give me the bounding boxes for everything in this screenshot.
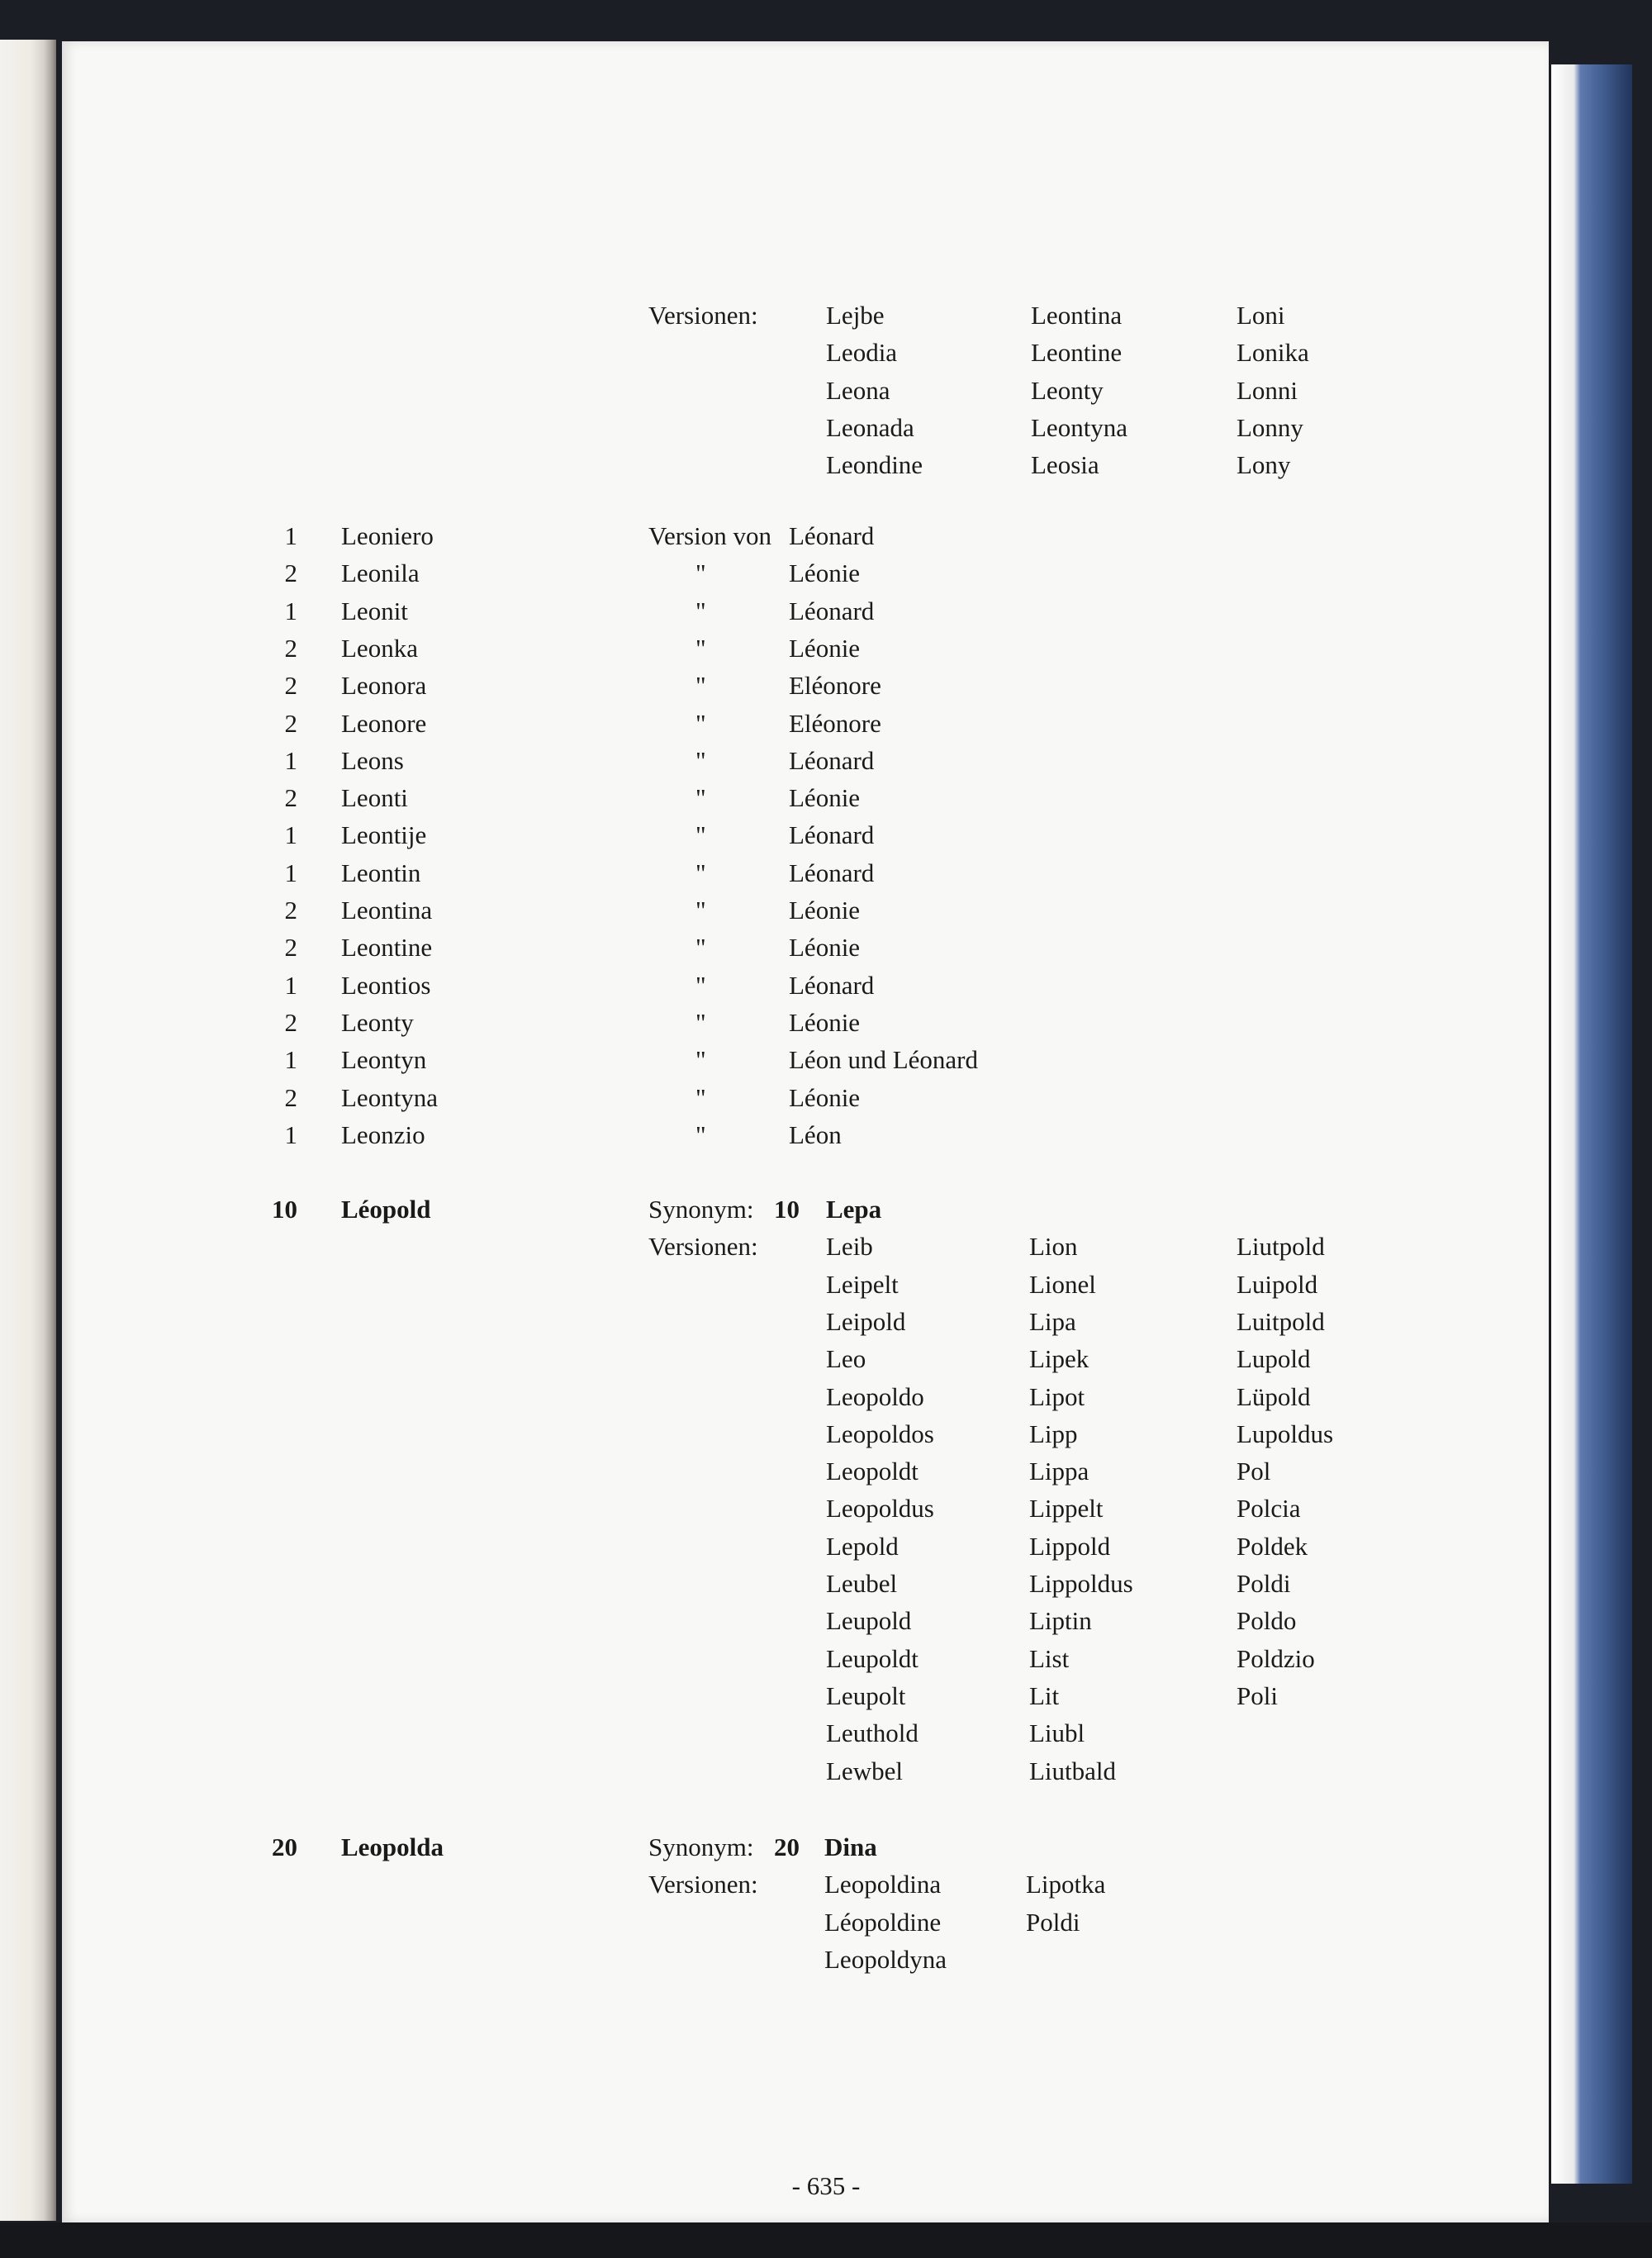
version-name: Lionel [1029, 1270, 1096, 1299]
ditto-mark: " [695, 1083, 706, 1112]
version-name: Poldo [1237, 1606, 1297, 1635]
ditto-mark: " [695, 783, 706, 812]
reference-name: Léonard [789, 597, 875, 625]
entry-number: 1 [284, 1045, 297, 1074]
entry-number: 20 [272, 1833, 297, 1861]
version-name: Leupoldt [826, 1644, 919, 1673]
version-name: Leondine [826, 450, 923, 479]
entry-number: 1 [284, 746, 297, 775]
version-name: Lejbe [826, 301, 885, 330]
synonym-label: Synonym: [648, 1195, 754, 1224]
version-name: Lonny [1237, 413, 1303, 442]
entry-number: 1 [284, 820, 297, 849]
versions-label: Versionen: [648, 1232, 758, 1261]
reference-name: Léonard [789, 858, 875, 887]
version-name: Lipp [1029, 1419, 1078, 1448]
version-name: Leodia [826, 338, 898, 367]
entry-number: 2 [284, 783, 297, 812]
background-strip [0, 2222, 1652, 2258]
entry-name: Léopold [341, 1195, 431, 1224]
version-name: Leosia [1031, 450, 1099, 479]
synonym-name: Lepa [826, 1195, 882, 1224]
entry-name: Leonti [341, 783, 408, 812]
version-name: Leipelt [826, 1270, 899, 1299]
reference-name: Léonard [789, 971, 875, 1000]
version-name: Lewbel [826, 1756, 903, 1785]
entry-name: Leonore [341, 709, 427, 738]
entry-name: Leons [341, 746, 404, 775]
reference-name: Léonie [789, 783, 861, 812]
entry-number: 1 [284, 1120, 297, 1149]
entry-name: Leonora [341, 671, 427, 700]
entry-number: 2 [284, 896, 297, 925]
ditto-mark: " [695, 896, 706, 925]
reference-name: Léonie [789, 933, 861, 962]
reference-name: Léonard [789, 746, 875, 775]
ditto-mark: " [695, 1008, 706, 1037]
version-name: Leupolt [826, 1681, 906, 1710]
reference-name: Léonie [789, 1008, 861, 1037]
version-name: Lipa [1029, 1307, 1076, 1336]
version-name: Léopoldine [824, 1908, 942, 1937]
version-name: Lion [1029, 1232, 1078, 1261]
entry-name: Leontina [341, 896, 433, 925]
synonym-number: 20 [774, 1833, 800, 1861]
version-name: Lipot [1029, 1382, 1085, 1411]
entry-number: 1 [284, 521, 297, 550]
version-name: Loni [1237, 301, 1285, 330]
version-name: Liutbald [1029, 1756, 1117, 1785]
version-name: Luitpold [1237, 1307, 1325, 1336]
version-of-label: Version von [648, 521, 771, 550]
version-name: Leopoldus [826, 1494, 934, 1523]
entry-number: 2 [284, 709, 297, 738]
book-left-edge [0, 40, 56, 2221]
version-name: Lüpold [1237, 1382, 1311, 1411]
entry-name: Leontyna [341, 1083, 439, 1112]
ditto-mark: " [695, 1045, 706, 1074]
reference-name: Léonard [789, 521, 875, 550]
version-name: Leontine [1031, 338, 1123, 367]
version-name: Leipold [826, 1307, 906, 1336]
version-name: Leontina [1031, 301, 1123, 330]
version-name: Poldek [1237, 1532, 1308, 1561]
version-name: Poli [1237, 1681, 1278, 1710]
ditto-mark: " [695, 1120, 706, 1149]
ditto-mark: " [695, 933, 706, 962]
version-name: Liubl [1029, 1718, 1085, 1747]
entry-number: 1 [284, 597, 297, 625]
version-name: Leupold [826, 1606, 912, 1635]
reference-name: Eléonore [789, 671, 881, 700]
ditto-mark: " [695, 858, 706, 887]
reference-name: Léonie [789, 1083, 861, 1112]
entry-name: Leontyn [341, 1045, 427, 1074]
version-name: List [1029, 1644, 1070, 1673]
entry-number: 2 [284, 1008, 297, 1037]
version-name: Lupold [1237, 1344, 1311, 1373]
entry-number: 10 [272, 1195, 297, 1224]
version-name: Liptin [1029, 1606, 1092, 1635]
ditto-mark: " [695, 559, 706, 587]
version-name: Polcia [1237, 1494, 1301, 1523]
reference-name: Eléonore [789, 709, 881, 738]
version-name: Liutpold [1237, 1232, 1325, 1261]
version-name: Luipold [1237, 1270, 1318, 1299]
ditto-mark: " [695, 746, 706, 775]
versions-label: Versionen: [648, 1870, 758, 1899]
entry-name: Leopolda [341, 1833, 444, 1861]
ditto-mark: " [695, 971, 706, 1000]
entry-name: Leontije [341, 820, 427, 849]
ditto-mark: " [695, 709, 706, 738]
entry-name: Leonzio [341, 1120, 425, 1149]
version-name: Leopoldina [824, 1870, 942, 1899]
entry-name: Leontios [341, 971, 431, 1000]
entry-number: 2 [284, 933, 297, 962]
version-name: Lipek [1029, 1344, 1089, 1373]
entry-number: 2 [284, 634, 297, 663]
entry-name: Leoniero [341, 521, 434, 550]
version-name: Lippelt [1029, 1494, 1104, 1523]
entry-number: 1 [284, 971, 297, 1000]
synonym-label: Synonym: [648, 1833, 754, 1861]
version-name: Lonika [1237, 338, 1309, 367]
entry-name: Leontin [341, 858, 421, 887]
version-name: Leopoldyna [824, 1945, 947, 1974]
version-name: Lony [1237, 450, 1291, 479]
version-name: Leib [826, 1232, 873, 1261]
version-name: Leopoldo [826, 1382, 924, 1411]
version-name: Leo [826, 1344, 866, 1373]
entry-name: Leonty [341, 1008, 414, 1037]
version-name: Leuthold [826, 1718, 919, 1747]
entry-number: 1 [284, 858, 297, 887]
version-name: Lippold [1029, 1532, 1111, 1561]
entry-name: Leontine [341, 933, 433, 962]
version-name: Lonni [1237, 376, 1298, 405]
version-name: Lupoldus [1237, 1419, 1334, 1448]
entry-name: Leonka [341, 634, 418, 663]
version-name: Lit [1029, 1681, 1060, 1710]
synonym-number: 10 [774, 1195, 800, 1224]
version-name: Leontyna [1031, 413, 1128, 442]
reference-name: Léon [789, 1120, 842, 1149]
version-name: Lippa [1029, 1457, 1089, 1486]
reference-name: Léonie [789, 634, 861, 663]
version-name: Poldzio [1237, 1644, 1315, 1673]
ditto-mark: " [695, 634, 706, 663]
entry-name: Leonila [341, 559, 420, 587]
entry-number: 2 [284, 559, 297, 587]
ditto-mark: " [695, 597, 706, 625]
version-name: Leopoldos [826, 1419, 934, 1448]
version-name: Leonada [826, 413, 914, 442]
entry-name: Leonit [341, 597, 408, 625]
version-name: Leona [826, 376, 890, 405]
reference-name: Léonie [789, 896, 861, 925]
reference-name: Léonard [789, 820, 875, 849]
synonym-name: Dina [824, 1833, 877, 1861]
version-name: Leonty [1031, 376, 1104, 405]
ditto-mark: " [695, 820, 706, 849]
entry-number: 2 [284, 1083, 297, 1112]
versions-label: Versionen: [648, 301, 758, 330]
version-name: Pol [1237, 1457, 1271, 1486]
version-name: Poldi [1237, 1569, 1291, 1598]
version-name: Leopoldt [826, 1457, 919, 1486]
reference-name: Léonie [789, 559, 861, 587]
version-name: Lepold [826, 1532, 899, 1561]
book-cover-edge [1551, 64, 1632, 2184]
version-name: Lipotka [1026, 1870, 1106, 1899]
reference-name: Léon und Léonard [789, 1045, 978, 1074]
ditto-mark: " [695, 671, 706, 700]
version-name: Poldi [1026, 1908, 1080, 1937]
entry-number: 2 [284, 671, 297, 700]
version-name: Leubel [826, 1569, 898, 1598]
version-name: Lippoldus [1029, 1569, 1133, 1598]
page-number: - 635 - [791, 2171, 861, 2200]
